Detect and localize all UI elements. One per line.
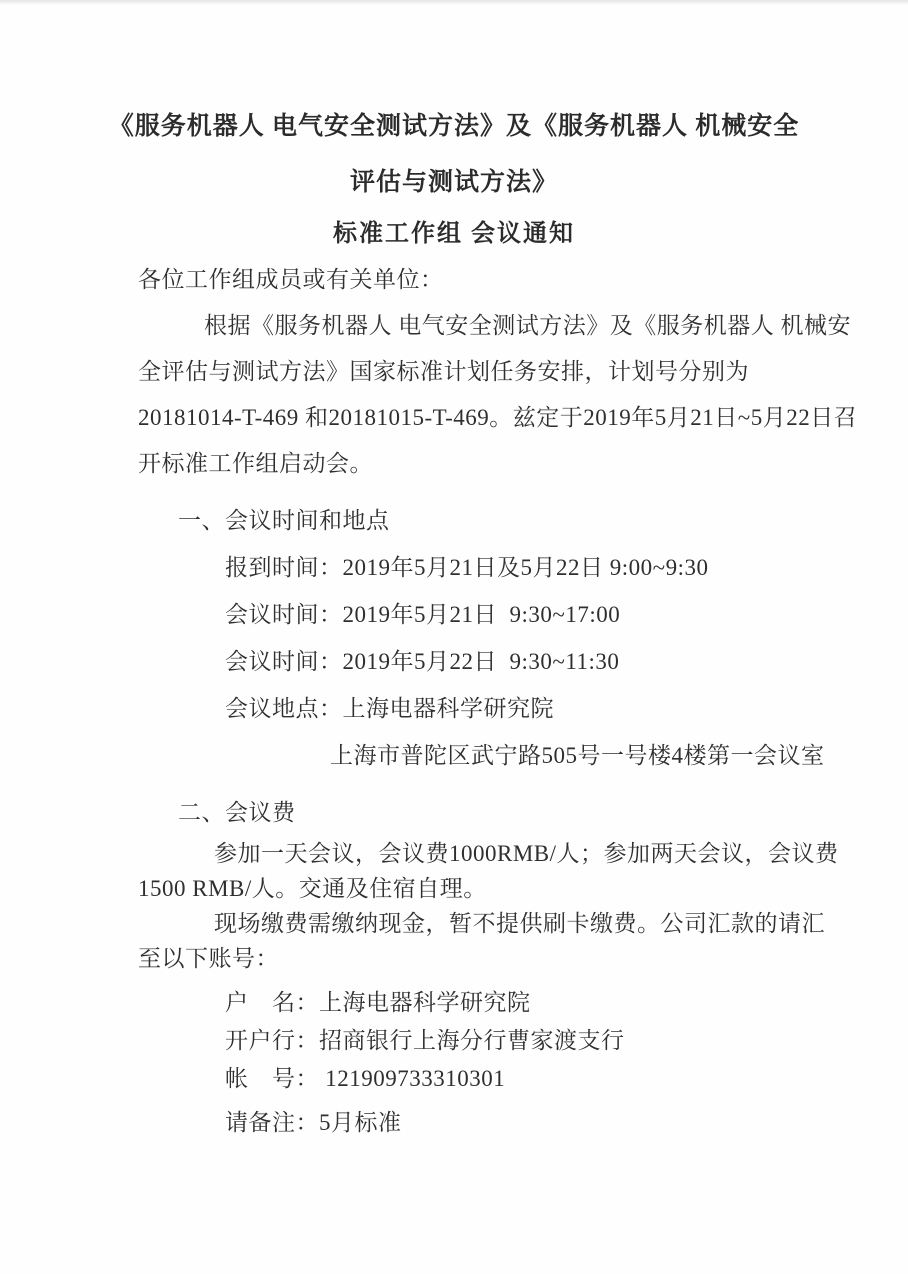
greeting-line: 各位工作组成员或有关单位： <box>138 267 444 292</box>
remark-line: 请备注：5月标准 <box>225 1110 402 1135</box>
section1-heading: 一、会议时间和地点 <box>178 508 390 533</box>
document-subtitle: 标准工作组 会议通知 <box>333 221 575 247</box>
meeting-time-line-2: 会议时间：2019年5月22日 9:30~11:30 <box>225 649 620 674</box>
intro-line-4: 开标准工作组启动会。 <box>138 451 373 476</box>
intro-line-3: 20181014-T-469 和20181015-T-469。兹定于2019年5月21日~5月22日召 <box>138 405 858 430</box>
document-title <box>0 99 908 211</box>
bank-branch-line: 开户行：招商银行上海分行曹家渡支行 <box>225 1028 625 1053</box>
meeting-time-line-1: 会议时间：2019年5月21日 9:30~17:00 <box>225 602 621 627</box>
title-line-1: 《服务机器人 电气安全测试方法》及《服务机器人 机械安全 <box>108 113 800 140</box>
top-divider <box>0 0 908 4</box>
registration-time-line: 报到时间：2019年5月21日及5月22日 9:00~9:30 <box>225 555 709 580</box>
title-line-2: 评估与测试方法》 <box>349 169 558 196</box>
meeting-venue-line: 会议地点：上海电器科学研究院 <box>225 696 554 721</box>
payment-line-1: 现场缴费需缴纳现金，暂不提供刷卡缴费。公司汇款的请汇 <box>214 911 825 936</box>
bank-account-block <box>138 984 818 1142</box>
intro-line-1: 根据《服务机器人 电气安全测试方法》及《服务机器人 机械安 <box>204 313 851 338</box>
account-number-line: 帐 号： 121909733310301 <box>225 1066 506 1091</box>
document-body <box>0 257 908 1142</box>
fee-line-1: 参加一天会议，会议费1000RMB/人；参加两天会议，会议费 <box>214 841 839 866</box>
section2-heading: 二、会议费 <box>178 800 296 825</box>
venue-address-line: 上海市普陀区武宁路505号一号楼4楼第一会议室 <box>330 743 825 768</box>
account-holder-line: 户 名：上海电器科学研究院 <box>225 990 531 1015</box>
fee-line-2: 1500 RMB/人。交通及住宿自理。 <box>138 876 487 901</box>
intro-line-2: 全评估与测试方法》国家标准计划任务安排，计划号分别为 <box>138 359 749 384</box>
payment-line-2: 至以下账号： <box>138 946 279 971</box>
